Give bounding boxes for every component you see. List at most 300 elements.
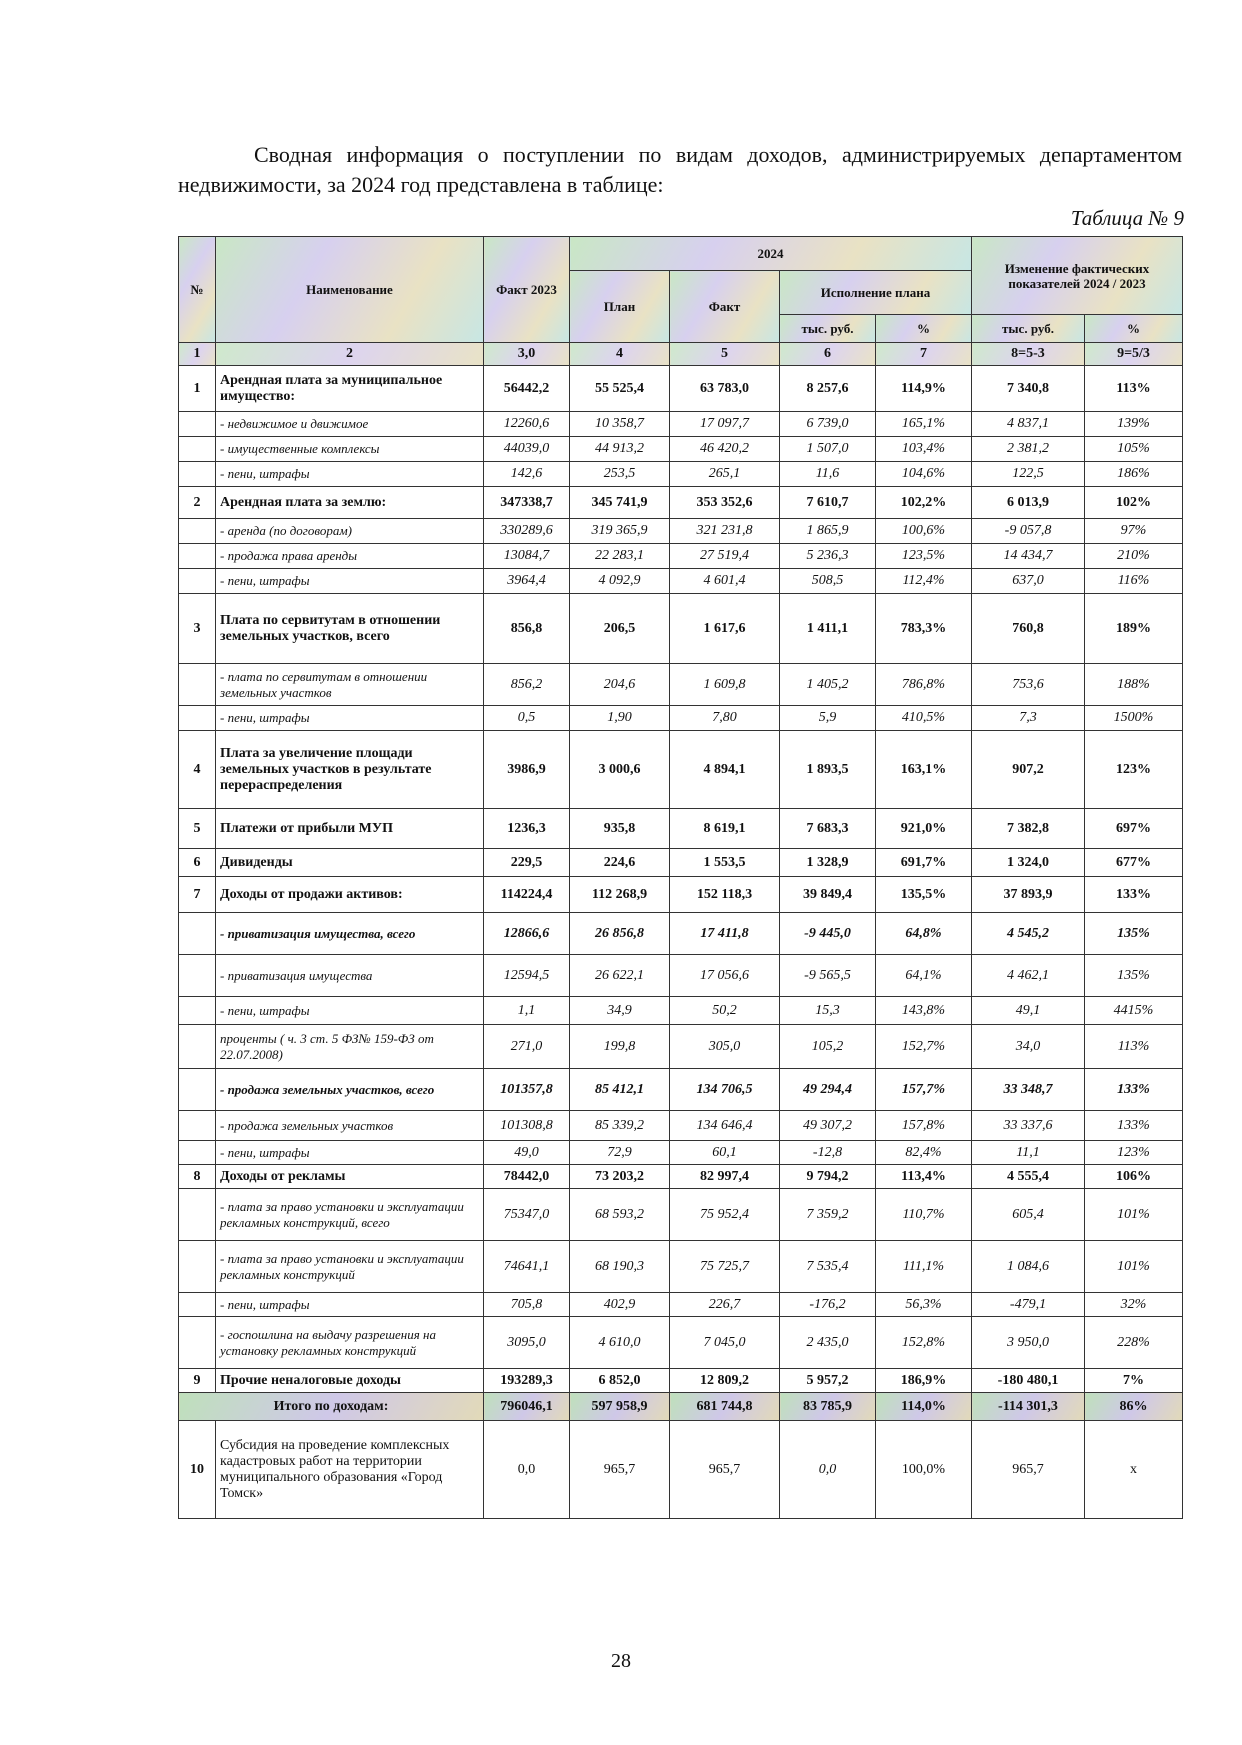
cell-exp: 100,6%	[876, 519, 972, 544]
table-row	[179, 1069, 1183, 1111]
cell-ch: -180 480,1	[972, 1369, 1085, 1393]
cell-ch: 37 893,9	[972, 877, 1085, 913]
cell-f23: 101357,8	[484, 1069, 570, 1111]
cell-plan: 935,8	[570, 809, 670, 849]
row-name: - пени, штрафы	[216, 462, 484, 487]
row-number	[179, 664, 216, 706]
cell-ch: 1 324,0	[972, 849, 1085, 877]
cell-f23: 3964,4	[484, 569, 570, 594]
header-pct: %	[876, 315, 972, 343]
cell-fact: 4 601,4	[670, 569, 780, 594]
table-row	[179, 1317, 1183, 1369]
table-row	[179, 809, 1183, 849]
cell-plan: 72,9	[570, 1141, 670, 1165]
cell-ch: 7 382,8	[972, 809, 1085, 849]
cell-plan: 6 852,0	[570, 1369, 670, 1393]
header-name: Наименование	[216, 237, 484, 343]
cell-exp: 157,8%	[876, 1111, 972, 1141]
cell-fact: 353 352,6	[670, 487, 780, 519]
cell-ex: 7 535,4	[780, 1241, 876, 1293]
row-name: Арендная плата за муниципальное имущество:	[216, 366, 484, 412]
cell-chp: 106%	[1085, 1165, 1183, 1189]
table-row	[179, 1165, 1183, 1189]
cell-plan: 402,9	[570, 1293, 670, 1317]
cell-fact: 12 809,2	[670, 1369, 780, 1393]
table-row	[179, 519, 1183, 544]
cell-ex: 7 359,2	[780, 1189, 876, 1241]
header-year: 2024	[570, 237, 972, 271]
colnum: 4	[570, 343, 670, 366]
cell-chp: 32%	[1085, 1293, 1183, 1317]
row-name: - имущественные комплексы	[216, 437, 484, 462]
table-row	[179, 366, 1183, 412]
cell-f23: 1,1	[484, 997, 570, 1025]
cell-chp: 105%	[1085, 437, 1183, 462]
cell-ch: 33 337,6	[972, 1111, 1085, 1141]
cell-chp: 677%	[1085, 849, 1183, 877]
cell-exp: 113,4%	[876, 1165, 972, 1189]
intro-paragraph: Сводная информация о поступлении по видам доходов, администрируемых департаментом недвижимости, за 2024 год представлена в таблице:	[178, 142, 1182, 197]
cell-ex: 1 328,9	[780, 849, 876, 877]
row-name: Арендная плата за землю:	[216, 487, 484, 519]
cell-f23: 12594,5	[484, 955, 570, 997]
cell-ex: 8 257,6	[780, 366, 876, 412]
header-execution: Исполнение плана	[780, 271, 972, 315]
row-number	[179, 1111, 216, 1141]
cell-chp: 135%	[1085, 913, 1183, 955]
cell: 965,7	[670, 1421, 780, 1519]
row-number	[179, 569, 216, 594]
cell-f23: 49,0	[484, 1141, 570, 1165]
row-number: 5	[179, 809, 216, 849]
total-cell: 597 958,9	[570, 1393, 670, 1421]
row-name: Доходы от рекламы	[216, 1165, 484, 1189]
cell-ex: 9 794,2	[780, 1165, 876, 1189]
row-name: - плата по сервитутам в отношении земельных участков	[216, 664, 484, 706]
cell-plan: 10 358,7	[570, 412, 670, 437]
row-name: Плата за увеличение площади земельных участков в результате перераспределения	[216, 731, 484, 809]
cell-ch: 49,1	[972, 997, 1085, 1025]
total-cell: 83 785,9	[780, 1393, 876, 1421]
row-name: - продажа права аренды	[216, 544, 484, 569]
row-number	[179, 437, 216, 462]
cell-exp: 152,7%	[876, 1025, 972, 1069]
cell-plan: 44 913,2	[570, 437, 670, 462]
cell-f23: 44039,0	[484, 437, 570, 462]
cell-fact: 82 997,4	[670, 1165, 780, 1189]
cell-fact: 27 519,4	[670, 544, 780, 569]
row-number	[179, 955, 216, 997]
cell-exp: 104,6%	[876, 462, 972, 487]
row-name: - продажа земельных участков, всего	[216, 1069, 484, 1111]
cell-fact: 17 097,7	[670, 412, 780, 437]
cell-ex: 11,6	[780, 462, 876, 487]
cell-f23: 229,5	[484, 849, 570, 877]
row-name: Доходы от продажи активов:	[216, 877, 484, 913]
cell-ch: 11,1	[972, 1141, 1085, 1165]
cell-ch: 4 462,1	[972, 955, 1085, 997]
cell-chp: 210%	[1085, 544, 1183, 569]
cell-fact: 1 609,8	[670, 664, 780, 706]
row-name: - пени, штрафы	[216, 997, 484, 1025]
row-number	[179, 1069, 216, 1111]
table-row	[179, 1293, 1183, 1317]
colnum: 9=5/3	[1085, 343, 1183, 366]
cell-fact: 134 646,4	[670, 1111, 780, 1141]
cell-ex: 5 236,3	[780, 544, 876, 569]
row-number: 4	[179, 731, 216, 809]
cell-plan: 199,8	[570, 1025, 670, 1069]
cell-ex: 1 411,1	[780, 594, 876, 664]
cell-ch: -9 057,8	[972, 519, 1085, 544]
cell-chp: 4415%	[1085, 997, 1183, 1025]
table-row	[179, 1241, 1183, 1293]
cell-ex: 508,5	[780, 569, 876, 594]
row-number	[179, 1141, 216, 1165]
colnum: 7	[876, 343, 972, 366]
header-change: Изменение фактических показателей 2024 / 2023	[972, 237, 1183, 315]
cell-fact: 17 056,6	[670, 955, 780, 997]
row-number	[179, 544, 216, 569]
cell-plan: 26 856,8	[570, 913, 670, 955]
cell: x	[1085, 1421, 1183, 1519]
cell-ex: 1 405,2	[780, 664, 876, 706]
row-number	[179, 997, 216, 1025]
cell-plan: 345 741,9	[570, 487, 670, 519]
cell-plan: 1,90	[570, 706, 670, 731]
cell-ex: -9 565,5	[780, 955, 876, 997]
cell-ch: 753,6	[972, 664, 1085, 706]
cell-fact: 50,2	[670, 997, 780, 1025]
cell-chp: 133%	[1085, 877, 1183, 913]
cell-exp: 111,1%	[876, 1241, 972, 1293]
row-number: 2	[179, 487, 216, 519]
cell-exp: 112,4%	[876, 569, 972, 594]
cell-ch: 7,3	[972, 706, 1085, 731]
cell-fact: 1 617,6	[670, 594, 780, 664]
cell-chp: 113%	[1085, 366, 1183, 412]
cell-exp: 921,0%	[876, 809, 972, 849]
cell-plan: 55 525,4	[570, 366, 670, 412]
cell-ex: -12,8	[780, 1141, 876, 1165]
cell-f23: 271,0	[484, 1025, 570, 1069]
colnum: 3,0	[484, 343, 570, 366]
cell-fact: 63 783,0	[670, 366, 780, 412]
row-number	[179, 706, 216, 731]
cell-ch: 4 555,4	[972, 1165, 1085, 1189]
cell-fact: 4 894,1	[670, 731, 780, 809]
colnum: 5	[670, 343, 780, 366]
row-number: 7	[179, 877, 216, 913]
cell-chp: 97%	[1085, 519, 1183, 544]
row-name: - плата за право установки и эксплуатации рекламных конструкций, всего	[216, 1189, 484, 1241]
table-row	[179, 1141, 1183, 1165]
column-numbers-row	[179, 343, 1183, 366]
cell-ch: 122,5	[972, 462, 1085, 487]
cell-ex: 1 865,9	[780, 519, 876, 544]
row-name: - плата за право установки и эксплуатации рекламных конструкций	[216, 1241, 484, 1293]
table-row	[179, 462, 1183, 487]
cell-fact: 8 619,1	[670, 809, 780, 849]
cell-exp: 783,3%	[876, 594, 972, 664]
cell: 0,0	[484, 1421, 570, 1519]
cell-ch: 2 381,2	[972, 437, 1085, 462]
cell-fact: 7,80	[670, 706, 780, 731]
table-row	[179, 913, 1183, 955]
cell-exp: 163,1%	[876, 731, 972, 809]
cell-f23: 101308,8	[484, 1111, 570, 1141]
cell-chp: 188%	[1085, 664, 1183, 706]
row-number: 1	[179, 366, 216, 412]
row-name: Дивиденды	[216, 849, 484, 877]
row-name: - пени, штрафы	[216, 706, 484, 731]
cell-ch: 33 348,7	[972, 1069, 1085, 1111]
cell-ex: 2 435,0	[780, 1317, 876, 1369]
table-row	[179, 706, 1183, 731]
cell-ex: 5 957,2	[780, 1369, 876, 1393]
header-fact2023: Факт 2023	[484, 237, 570, 343]
cell-f23: 114224,4	[484, 877, 570, 913]
row-number: 8	[179, 1165, 216, 1189]
cell-ex: 39 849,4	[780, 877, 876, 913]
table-row	[179, 849, 1183, 877]
cell-f23: 12866,6	[484, 913, 570, 955]
row-number: 10	[179, 1421, 216, 1519]
row-name: - аренда (по договорам)	[216, 519, 484, 544]
row-name: - пени, штрафы	[216, 569, 484, 594]
cell-f23: 347338,7	[484, 487, 570, 519]
cell: 0,0	[780, 1421, 876, 1519]
cell-exp: 186,9%	[876, 1369, 972, 1393]
row-name: - пени, штрафы	[216, 1293, 484, 1317]
cell-plan: 68 190,3	[570, 1241, 670, 1293]
cell-plan: 4 092,9	[570, 569, 670, 594]
table-row	[179, 1025, 1183, 1069]
row-name: проценты ( ч. 3 ст. 5 ФЗ№ 159-ФЗ от 22.07.2008)	[216, 1025, 484, 1069]
cell-plan: 253,5	[570, 462, 670, 487]
cell-fact: 226,7	[670, 1293, 780, 1317]
colnum: 8=5-3	[972, 343, 1085, 366]
cell: 100,0%	[876, 1421, 972, 1519]
cell-chp: 133%	[1085, 1111, 1183, 1141]
row-number: 9	[179, 1369, 216, 1393]
table-row	[179, 412, 1183, 437]
cell-ch: 34,0	[972, 1025, 1085, 1069]
table-row	[179, 569, 1183, 594]
cell-chp: 113%	[1085, 1025, 1183, 1069]
cell-chp: 7%	[1085, 1369, 1183, 1393]
row-number	[179, 519, 216, 544]
table-row	[179, 437, 1183, 462]
cell-plan: 4 610,0	[570, 1317, 670, 1369]
cell-plan: 204,6	[570, 664, 670, 706]
cell-ch: 4 837,1	[972, 412, 1085, 437]
cell-chp: 139%	[1085, 412, 1183, 437]
cell-ex: 1 507,0	[780, 437, 876, 462]
cell-exp: 152,8%	[876, 1317, 972, 1369]
cell-f23: 12260,6	[484, 412, 570, 437]
cell-exp: 135,5%	[876, 877, 972, 913]
table-row	[179, 487, 1183, 519]
cell-ex: -9 445,0	[780, 913, 876, 955]
cell-ex: 7 610,7	[780, 487, 876, 519]
cell-plan: 85 339,2	[570, 1111, 670, 1141]
table-row	[179, 1369, 1183, 1393]
total-cell: 681 744,8	[670, 1393, 780, 1421]
cell-chp: 101%	[1085, 1241, 1183, 1293]
income-table	[178, 236, 1183, 1519]
cell-f23: 3986,9	[484, 731, 570, 809]
cell-ch: 1 084,6	[972, 1241, 1085, 1293]
cell-chp: 697%	[1085, 809, 1183, 849]
colnum: 1	[179, 343, 216, 366]
row-number	[179, 1025, 216, 1069]
row-name: - госпошлина на выдачу разрешения на установку рекламных конструкций	[216, 1317, 484, 1369]
table-row	[179, 955, 1183, 997]
cell-ch: 7 340,8	[972, 366, 1085, 412]
cell-plan: 22 283,1	[570, 544, 670, 569]
cell-f23: 74641,1	[484, 1241, 570, 1293]
cell: 965,7	[972, 1421, 1085, 1519]
cell-fact: 7 045,0	[670, 1317, 780, 1369]
cell-chp: 116%	[1085, 569, 1183, 594]
header-fact: Факт	[670, 271, 780, 343]
row-number	[179, 412, 216, 437]
cell-exp: 157,7%	[876, 1069, 972, 1111]
cell-f23: 142,6	[484, 462, 570, 487]
cell-ch: 4 545,2	[972, 913, 1085, 955]
cell-fact: 305,0	[670, 1025, 780, 1069]
cell-ch: 14 434,7	[972, 544, 1085, 569]
table-row	[179, 544, 1183, 569]
header-pct2: %	[1085, 315, 1183, 343]
cell-ch: 907,2	[972, 731, 1085, 809]
cell-ex: -176,2	[780, 1293, 876, 1317]
cell-exp: 114,9%	[876, 366, 972, 412]
cell-f23: 193289,3	[484, 1369, 570, 1393]
row-name: - приватизация имущества	[216, 955, 484, 997]
cell-exp: 56,3%	[876, 1293, 972, 1317]
cell-exp: 165,1%	[876, 412, 972, 437]
cell-f23: 78442,0	[484, 1165, 570, 1189]
row-number	[179, 1241, 216, 1293]
cell-chp: 123%	[1085, 731, 1183, 809]
cell-ex: 49 307,2	[780, 1111, 876, 1141]
header-num: №	[179, 237, 216, 343]
row-name: - продажа земельных участков	[216, 1111, 484, 1141]
header-plan: План	[570, 271, 670, 343]
cell-exp: 410,5%	[876, 706, 972, 731]
cell-plan: 34,9	[570, 997, 670, 1025]
table-row	[179, 594, 1183, 664]
cell-chp: 135%	[1085, 955, 1183, 997]
cell-f23: 75347,0	[484, 1189, 570, 1241]
cell-exp: 64,1%	[876, 955, 972, 997]
total-cell: 796046,1	[484, 1393, 570, 1421]
cell-plan: 73 203,2	[570, 1165, 670, 1189]
row-number	[179, 1317, 216, 1369]
cell-fact: 321 231,8	[670, 519, 780, 544]
cell-fact: 46 420,2	[670, 437, 780, 462]
cell-exp: 82,4%	[876, 1141, 972, 1165]
cell-chp: 186%	[1085, 462, 1183, 487]
cell-ex: 15,3	[780, 997, 876, 1025]
total-cell: 114,0%	[876, 1393, 972, 1421]
cell-fact: 265,1	[670, 462, 780, 487]
colnum: 2	[216, 343, 484, 366]
header-unit: тыс. руб.	[780, 315, 876, 343]
row-name: Платежи от прибыли МУП	[216, 809, 484, 849]
cell-chp: 123%	[1085, 1141, 1183, 1165]
page-number: 28	[611, 1650, 631, 1672]
table-row	[179, 1111, 1183, 1141]
cell-plan: 85 412,1	[570, 1069, 670, 1111]
cell-f23: 330289,6	[484, 519, 570, 544]
row-number	[179, 1293, 216, 1317]
table-body	[179, 366, 1183, 1393]
cell-plan: 68 593,2	[570, 1189, 670, 1241]
cell-plan: 319 365,9	[570, 519, 670, 544]
cell-plan: 112 268,9	[570, 877, 670, 913]
cell-f23: 705,8	[484, 1293, 570, 1317]
table-row	[179, 877, 1183, 913]
cell-f23: 56442,2	[484, 366, 570, 412]
row-number: 3	[179, 594, 216, 664]
cell-chp: 1500%	[1085, 706, 1183, 731]
cell-ex: 105,2	[780, 1025, 876, 1069]
cell-f23: 13084,7	[484, 544, 570, 569]
cell-plan: 224,6	[570, 849, 670, 877]
cell-exp: 102,2%	[876, 487, 972, 519]
row-name: Плата по сервитутам в отношении земельных участков, всего	[216, 594, 484, 664]
cell: 965,7	[570, 1421, 670, 1519]
cell-chp: 228%	[1085, 1317, 1183, 1369]
total-label: Итого по доходам:	[179, 1393, 484, 1421]
row-name: - недвижимое и движимое	[216, 412, 484, 437]
row-name: Прочие неналоговые доходы	[216, 1369, 484, 1393]
cell-ex: 1 893,5	[780, 731, 876, 809]
cell-f23: 3095,0	[484, 1317, 570, 1369]
cell-exp: 786,8%	[876, 664, 972, 706]
cell-ch: -479,1	[972, 1293, 1085, 1317]
row-number	[179, 1189, 216, 1241]
cell-exp: 123,5%	[876, 544, 972, 569]
table-row	[179, 664, 1183, 706]
cell-f23: 856,2	[484, 664, 570, 706]
cell-ch: 605,4	[972, 1189, 1085, 1241]
cell-plan: 3 000,6	[570, 731, 670, 809]
total-cell: -114 301,3	[972, 1393, 1085, 1421]
total-row	[179, 1393, 1183, 1421]
cell-ch: 637,0	[972, 569, 1085, 594]
table-row	[179, 731, 1183, 809]
table-row	[179, 997, 1183, 1025]
row-number	[179, 913, 216, 955]
row-number: 6	[179, 849, 216, 877]
colnum: 6	[780, 343, 876, 366]
cell-fact: 152 118,3	[670, 877, 780, 913]
total-cell: 86%	[1085, 1393, 1183, 1421]
cell-exp: 110,7%	[876, 1189, 972, 1241]
cell-fact: 134 706,5	[670, 1069, 780, 1111]
cell-ex: 6 739,0	[780, 412, 876, 437]
header-unit2: тыс. руб.	[972, 315, 1085, 343]
cell-ch: 3 950,0	[972, 1317, 1085, 1369]
cell-f23: 856,8	[484, 594, 570, 664]
cell-chp: 133%	[1085, 1069, 1183, 1111]
table-caption: Таблица № 9	[1070, 206, 1184, 230]
cell-plan: 26 622,1	[570, 955, 670, 997]
